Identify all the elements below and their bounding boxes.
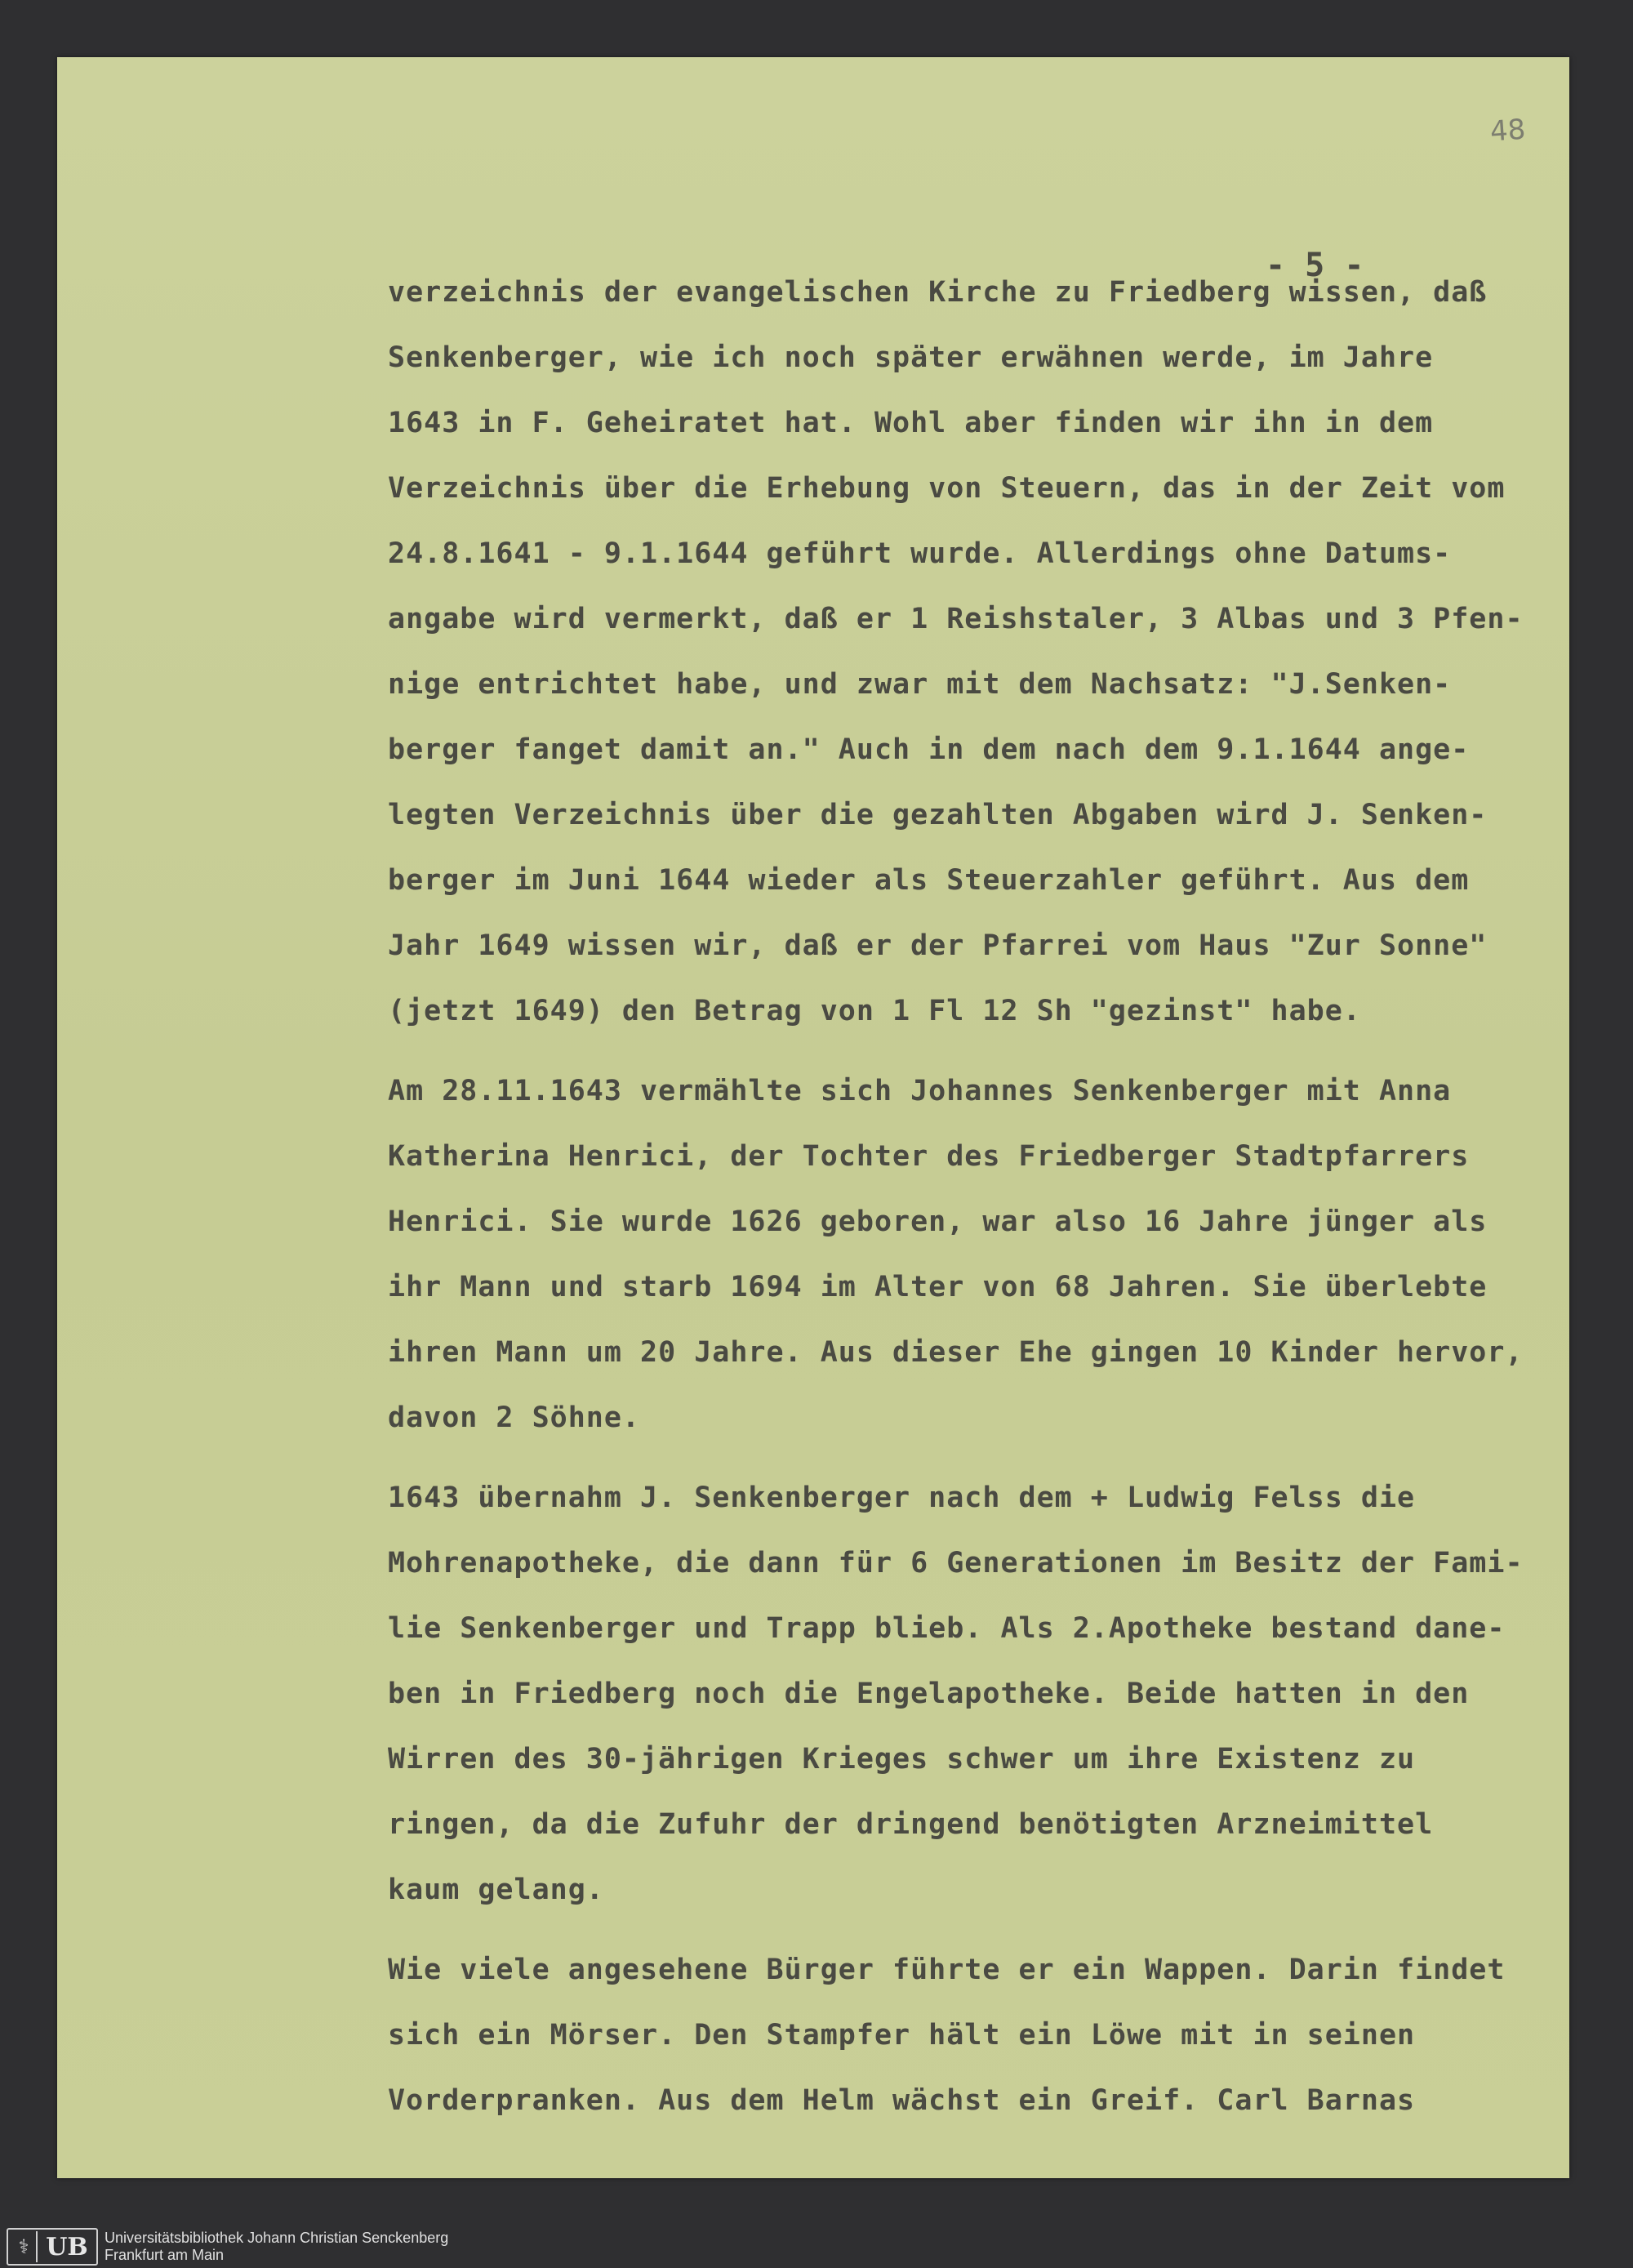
paragraph-gap [388,1044,1555,1058]
footer-bar [0,2221,1633,2268]
text-line: Henrici. Sie wurde 1626 geboren, war also 16 Jahre jünger als [388,1205,1488,1238]
library-logo [7,2228,98,2266]
paragraph [388,1058,1555,1450]
paragraph-gap [388,1923,1555,1937]
text-line: Katherina Henrici, der Tochter des Friedberger Stadtpfarrers [388,1140,1470,1173]
text-line: angabe wird vermerkt, daß er 1 Reishstaler, 3 Albas und 3 Pfen- [388,603,1524,635]
text-line: kaum gelang. [388,1874,604,1906]
text-line: 24.8.1641 - 9.1.1644 geführt wurde. Allerdings ohne Datums- [388,537,1452,570]
paragraph-gap [388,1450,1555,1465]
text-line: lie Senkenberger und Trapp blieb. Als 2.Apotheke bestand dane- [388,1612,1506,1645]
text-line: 1643 übernahm J. Senkenberger nach dem + Ludwig Felss die [388,1482,1416,1514]
institution-line-1: Universitätsbibliothek Johann Christian Senckenberg [105,2230,449,2246]
text-line: 1643 in F. Geheiratet hat. Wohl aber finden wir ihn in dem [388,407,1434,439]
text-line: verzeichnis der evangelischen Kirche zu Friedberg wissen, daß [388,276,1488,309]
library-emblem-icon: ⚕ [11,2231,38,2262]
text-line: ihr Mann und starb 1694 im Alter von 68 Jahren. Sie überlebte [388,1271,1488,1303]
text-line: Verzeichnis über die Erhebung von Steuern, das in der Zeit vom [388,472,1506,505]
text-line: Wie viele angesehene Bürger führte er ein Wappen. Darin findet [388,1954,1506,1986]
text-line: nige entrichtet habe, und zwar mit dem Nachsatz: "J.Senken- [388,668,1452,701]
text-line: Mohrenapotheke, die dann für 6 Generationen im Besitz der Fami- [388,1547,1524,1580]
text-line: Jahr 1649 wissen wir, daß er der Pfarrei vom Haus "Zur Sonne" [388,929,1488,962]
paragraph [388,260,1555,1044]
text-line: legten Verzeichnis über die gezahlten Abgaben wird J. Senken- [388,799,1488,831]
institution-name [105,2230,448,2264]
text-line: davon 2 Söhne. [388,1401,641,1434]
text-line: ihren Mann um 20 Jahre. Aus dieser Ehe gingen 10 Kinder hervor, [388,1336,1524,1369]
paragraph [388,1937,1555,2133]
text-line: sich ein Mörser. Den Stampfer hält ein Löwe mit in seinen [388,2019,1416,2052]
text-line: berger fanget damit an." Auch in dem nach dem 9.1.1644 ange- [388,733,1470,766]
text-line: ringen, da die Zufuhr der dringend benötigten Arzneimittel [388,1808,1434,1841]
text-line: Wirren des 30-jährigen Krieges schwer um ihre Existenz zu [388,1743,1416,1776]
page-number: - 5 - [1266,247,1364,284]
text-line: Am 28.11.1643 vermählte sich Johannes Senkenberger mit Anna [388,1075,1452,1107]
paragraph [388,1465,1555,1923]
institution-line-2: Frankfurt am Main [105,2247,225,2263]
text-line: ben in Friedberg noch die Engelapotheke. Beide hatten in den [388,1678,1470,1710]
text-line: (jetzt 1649) den Betrag von 1 Fl 12 Sh "gezinst" habe. [388,995,1361,1027]
text-line: Vorderpranken. Aus dem Helm wächst ein Greif. Carl Barnas [388,2084,1416,2117]
text-line: Senkenberger, wie ich noch später erwähnen werde, im Jahre [388,341,1434,374]
logo-text: UB [46,2232,88,2261]
text-line: berger im Juni 1644 wieder als Steuerzahler geführt. Aus dem [388,864,1470,897]
document-body [388,260,1555,2133]
folio-number: 48 [1488,113,1527,149]
